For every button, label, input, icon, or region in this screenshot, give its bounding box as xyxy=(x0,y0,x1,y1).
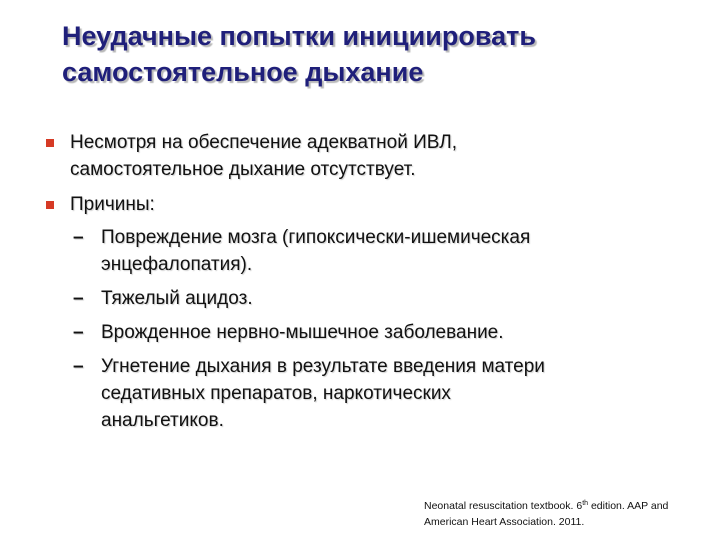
bullet-item xyxy=(44,191,694,218)
bullet-line: самостоятельное дыхание отсутствует. xyxy=(70,159,416,180)
sub-bullet-line: Врожденное нервно-мышечное заболевание. xyxy=(101,322,504,343)
bullet-item xyxy=(44,129,694,183)
title-line-2: самостоятельное дыхание xyxy=(62,57,424,87)
citation-superscript: th xyxy=(582,500,589,507)
dash-bullet-icon: – xyxy=(73,227,84,248)
sub-bullet-line: Тяжелый ацидоз. xyxy=(101,288,253,309)
sub-bullet-item xyxy=(44,224,694,278)
dash-bullet-icon: – xyxy=(73,356,84,377)
dash-bullet-icon: – xyxy=(73,322,84,343)
sub-bullet-line: седативных препаратов, наркотических xyxy=(101,383,451,404)
citation-text: edition. AAP and xyxy=(588,500,669,512)
square-bullet-icon xyxy=(46,139,54,147)
bullet-text xyxy=(70,129,694,183)
citation xyxy=(424,498,714,530)
bullet-line: Несмотря на обеспечение адекватной ИВЛ, xyxy=(70,132,457,153)
title-line-1: Неудачные попытки инициировать xyxy=(62,21,536,51)
sub-bullet-text xyxy=(101,224,694,278)
bullet-line: Причины: xyxy=(70,194,155,215)
citation-line-2: American Heart Association. 2011. xyxy=(424,516,585,528)
sub-bullet-text xyxy=(101,353,694,434)
sub-bullet-item xyxy=(44,285,694,312)
sub-bullet-item xyxy=(44,353,694,434)
sub-bullet-line: Повреждение мозга (гипоксически-ишемическая xyxy=(101,227,531,248)
sub-bullet-line: анальгетиков. xyxy=(101,410,224,431)
citation-line-1 xyxy=(424,498,714,514)
bullet-text xyxy=(70,191,694,218)
square-bullet-icon xyxy=(46,201,54,209)
slide-title xyxy=(62,18,682,90)
sub-bullet-line: энцефалопатия). xyxy=(101,254,253,275)
dash-bullet-icon: – xyxy=(73,288,84,309)
citation-text: Neonatal resuscitation textbook. 6 xyxy=(424,500,583,512)
sub-bullet-text xyxy=(101,319,694,346)
sub-bullet-item xyxy=(44,319,694,346)
sub-bullet-text xyxy=(101,285,694,312)
sub-bullet-line: Угнетение дыхания в результате введения матери xyxy=(101,356,545,377)
bullet-list xyxy=(44,129,694,441)
